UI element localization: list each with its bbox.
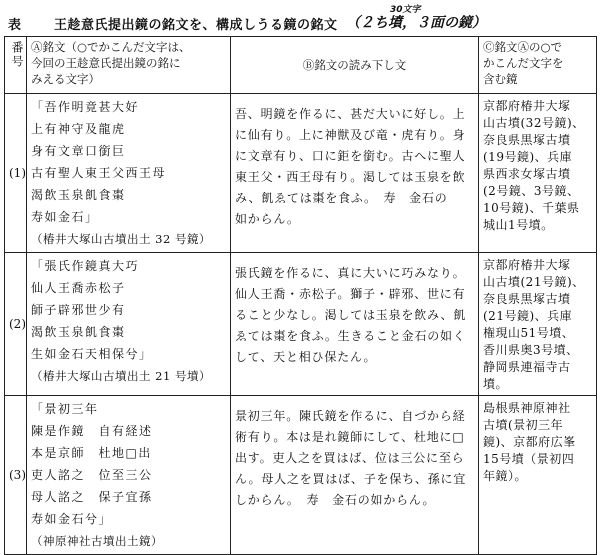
row-number: (2)	[5, 253, 27, 396]
reading-line: 吾、明鏡を作るに、甚だ大いに好し。上	[235, 107, 466, 121]
site-line: 京都府椿井大塚	[483, 258, 571, 272]
site-line: 鏡)、京都府広峯	[483, 435, 576, 449]
site-line: 年鏡）。	[483, 469, 528, 483]
site-line: (19号鏡)、兵庫	[483, 150, 573, 164]
site-line: 古墳(景初三年	[483, 418, 564, 432]
inscription-line: 寿如金石」	[31, 210, 99, 224]
inscription-cell	[27, 396, 231, 555]
reading-line: ゑては棗を食ふ。生きること金石の如く	[235, 329, 466, 343]
site-line: 静岡県連福寺古	[483, 360, 571, 374]
handwritten-note: （２ち墳，３面の鏡）	[346, 15, 486, 31]
site-line: 京都府椿井大塚	[483, 99, 571, 113]
reading-cell	[231, 396, 479, 555]
inscription-source: （神原神社古墳出土鏡）	[31, 534, 163, 548]
reading-cell	[231, 253, 479, 396]
header-num	[5, 37, 27, 94]
reading-line: み、飢ゑては棗を食ふ。 寿 金石の	[235, 191, 448, 205]
inscription-line: 師子辟邪世少有	[31, 303, 126, 317]
reading-line: に仙有り。上に神獣及び竜・虎有り。身	[235, 128, 466, 142]
reading-line: 如からん。	[235, 212, 300, 226]
site-line: 島根県神原神社	[483, 401, 571, 415]
site-line: 奈良県黒塚古墳	[483, 292, 571, 306]
table-label: 表	[8, 18, 22, 33]
inscription-line: 「景初三年	[31, 402, 99, 416]
reading-cell	[231, 94, 479, 253]
reading-line: に文章有り、口に鉅を銜む。古へに聖人	[235, 149, 466, 163]
sites-cell	[479, 396, 597, 555]
header-inscription-line: みえる文字）	[31, 72, 100, 86]
header-sites-line: Ⓒ銘文Ⓐの○で	[483, 40, 563, 54]
row-number: (3)	[5, 396, 27, 555]
header-sites	[479, 37, 597, 94]
inscription-line: 吏人詺之 位至三公	[31, 468, 153, 482]
sites-cell	[479, 94, 597, 253]
site-line: 県西求女塚古墳	[483, 167, 571, 181]
site-line: 奈良県黒塚古墳	[483, 133, 571, 147]
site-line: 権現山51号墳、	[483, 326, 575, 340]
handwritten-note-superscript: 30文字	[390, 5, 421, 15]
inscription-line: 上有神守及龍虎	[31, 122, 126, 136]
row-number: (1)	[5, 94, 27, 253]
inscription-table	[4, 36, 597, 555]
inscription-line: 母人詺之 保子宜孫	[31, 490, 153, 504]
site-line: 山古墳(32号鏡)、	[483, 116, 585, 130]
site-line: 城山1号墳。	[483, 218, 554, 232]
inscription-line: 陳是作鏡 自有経述	[31, 424, 153, 438]
inscription-line: 「張氏作鏡真大巧	[31, 259, 140, 273]
header-inscription-line: Ⓐ銘文（○でかこんだ文字は、	[31, 40, 191, 54]
reading-line: ん。母人之を買はば、子を保ち、孫に宜	[235, 472, 467, 486]
sites-cell	[479, 253, 597, 396]
reading-line: して、天と相ひ保たん。	[235, 350, 377, 364]
inscription-line: 本是京師 杜地□出	[31, 446, 152, 460]
header-inscription-line: 今回の王趁意氏提出鏡の銘に	[31, 56, 181, 70]
reading-line: 出す。吏人之を買はば、位は三公に至ら	[235, 451, 465, 465]
site-line: (21号鏡)、兵庫	[483, 309, 573, 323]
inscription-line: 身有文章口銜巨	[31, 144, 126, 158]
inscription-cell	[27, 94, 231, 253]
reading-line: 仙人王喬・赤松子。獅子・辟邪、世に有	[235, 287, 466, 301]
reading-line: 張氏鏡を作るに、真に大いに巧みなり。	[235, 266, 466, 280]
reading-line: 術有り。本は是れ鏡師にして、杜地に□	[235, 430, 465, 444]
reading-line: 東王父・西王母有り。渇しては玉泉を飲	[235, 170, 466, 184]
inscription-line: 渴飲玉泉飢食棗	[31, 325, 126, 339]
inscription-line: 生如金石天相保兮」	[31, 347, 153, 361]
inscription-line: 古有聖人東王父西王母	[31, 166, 167, 180]
inscription-line: 渴飲玉泉飢食棗	[31, 188, 126, 202]
header-reading: Ⓑ銘文の読み下し文	[231, 37, 479, 94]
inscription-cell	[27, 253, 231, 396]
reading-line: ること少なし。渇しては玉泉を飲み、飢	[235, 308, 467, 322]
header-num-label: 番号	[10, 41, 24, 69]
header-inscription	[27, 37, 231, 94]
header-row	[5, 37, 597, 94]
inscription-source: （椿井大塚山古墳出土 32 号鏡）	[31, 232, 211, 246]
table-title: 王趁意氏提出鏡の銘文を、構成しうる鏡の銘文	[54, 18, 338, 33]
header-sites-line: かこんだ文字を	[483, 56, 564, 70]
inscription-source: （椿井大塚山古墳出土 21 号墳）	[31, 369, 211, 383]
site-line: 15号墳（景初四	[483, 452, 575, 466]
site-line: (2号鏡、3号鏡、	[483, 184, 580, 198]
inscription-line: 仙人王喬赤松子	[31, 281, 126, 295]
table-row	[5, 253, 597, 396]
table-row	[5, 94, 597, 253]
reading-line: しからん。 寿 金石の如からん。	[235, 493, 436, 507]
reading-line: 景初三年。陳氏鏡を作るに、自づから経	[235, 409, 466, 423]
header	[8, 6, 598, 34]
header-sites-line: 含む鏡	[483, 72, 518, 86]
site-line: 山古墳(21号鏡)、	[483, 275, 585, 289]
site-line: 香川県奥3号墳、	[483, 343, 579, 357]
table-row	[5, 396, 597, 555]
site-line: 墳。	[483, 377, 509, 391]
inscription-line: 寿如金石兮」	[31, 512, 113, 526]
site-line: 10号鏡)、千葉県	[483, 201, 580, 215]
inscription-line: 「吾作明竟甚大好	[31, 100, 140, 114]
